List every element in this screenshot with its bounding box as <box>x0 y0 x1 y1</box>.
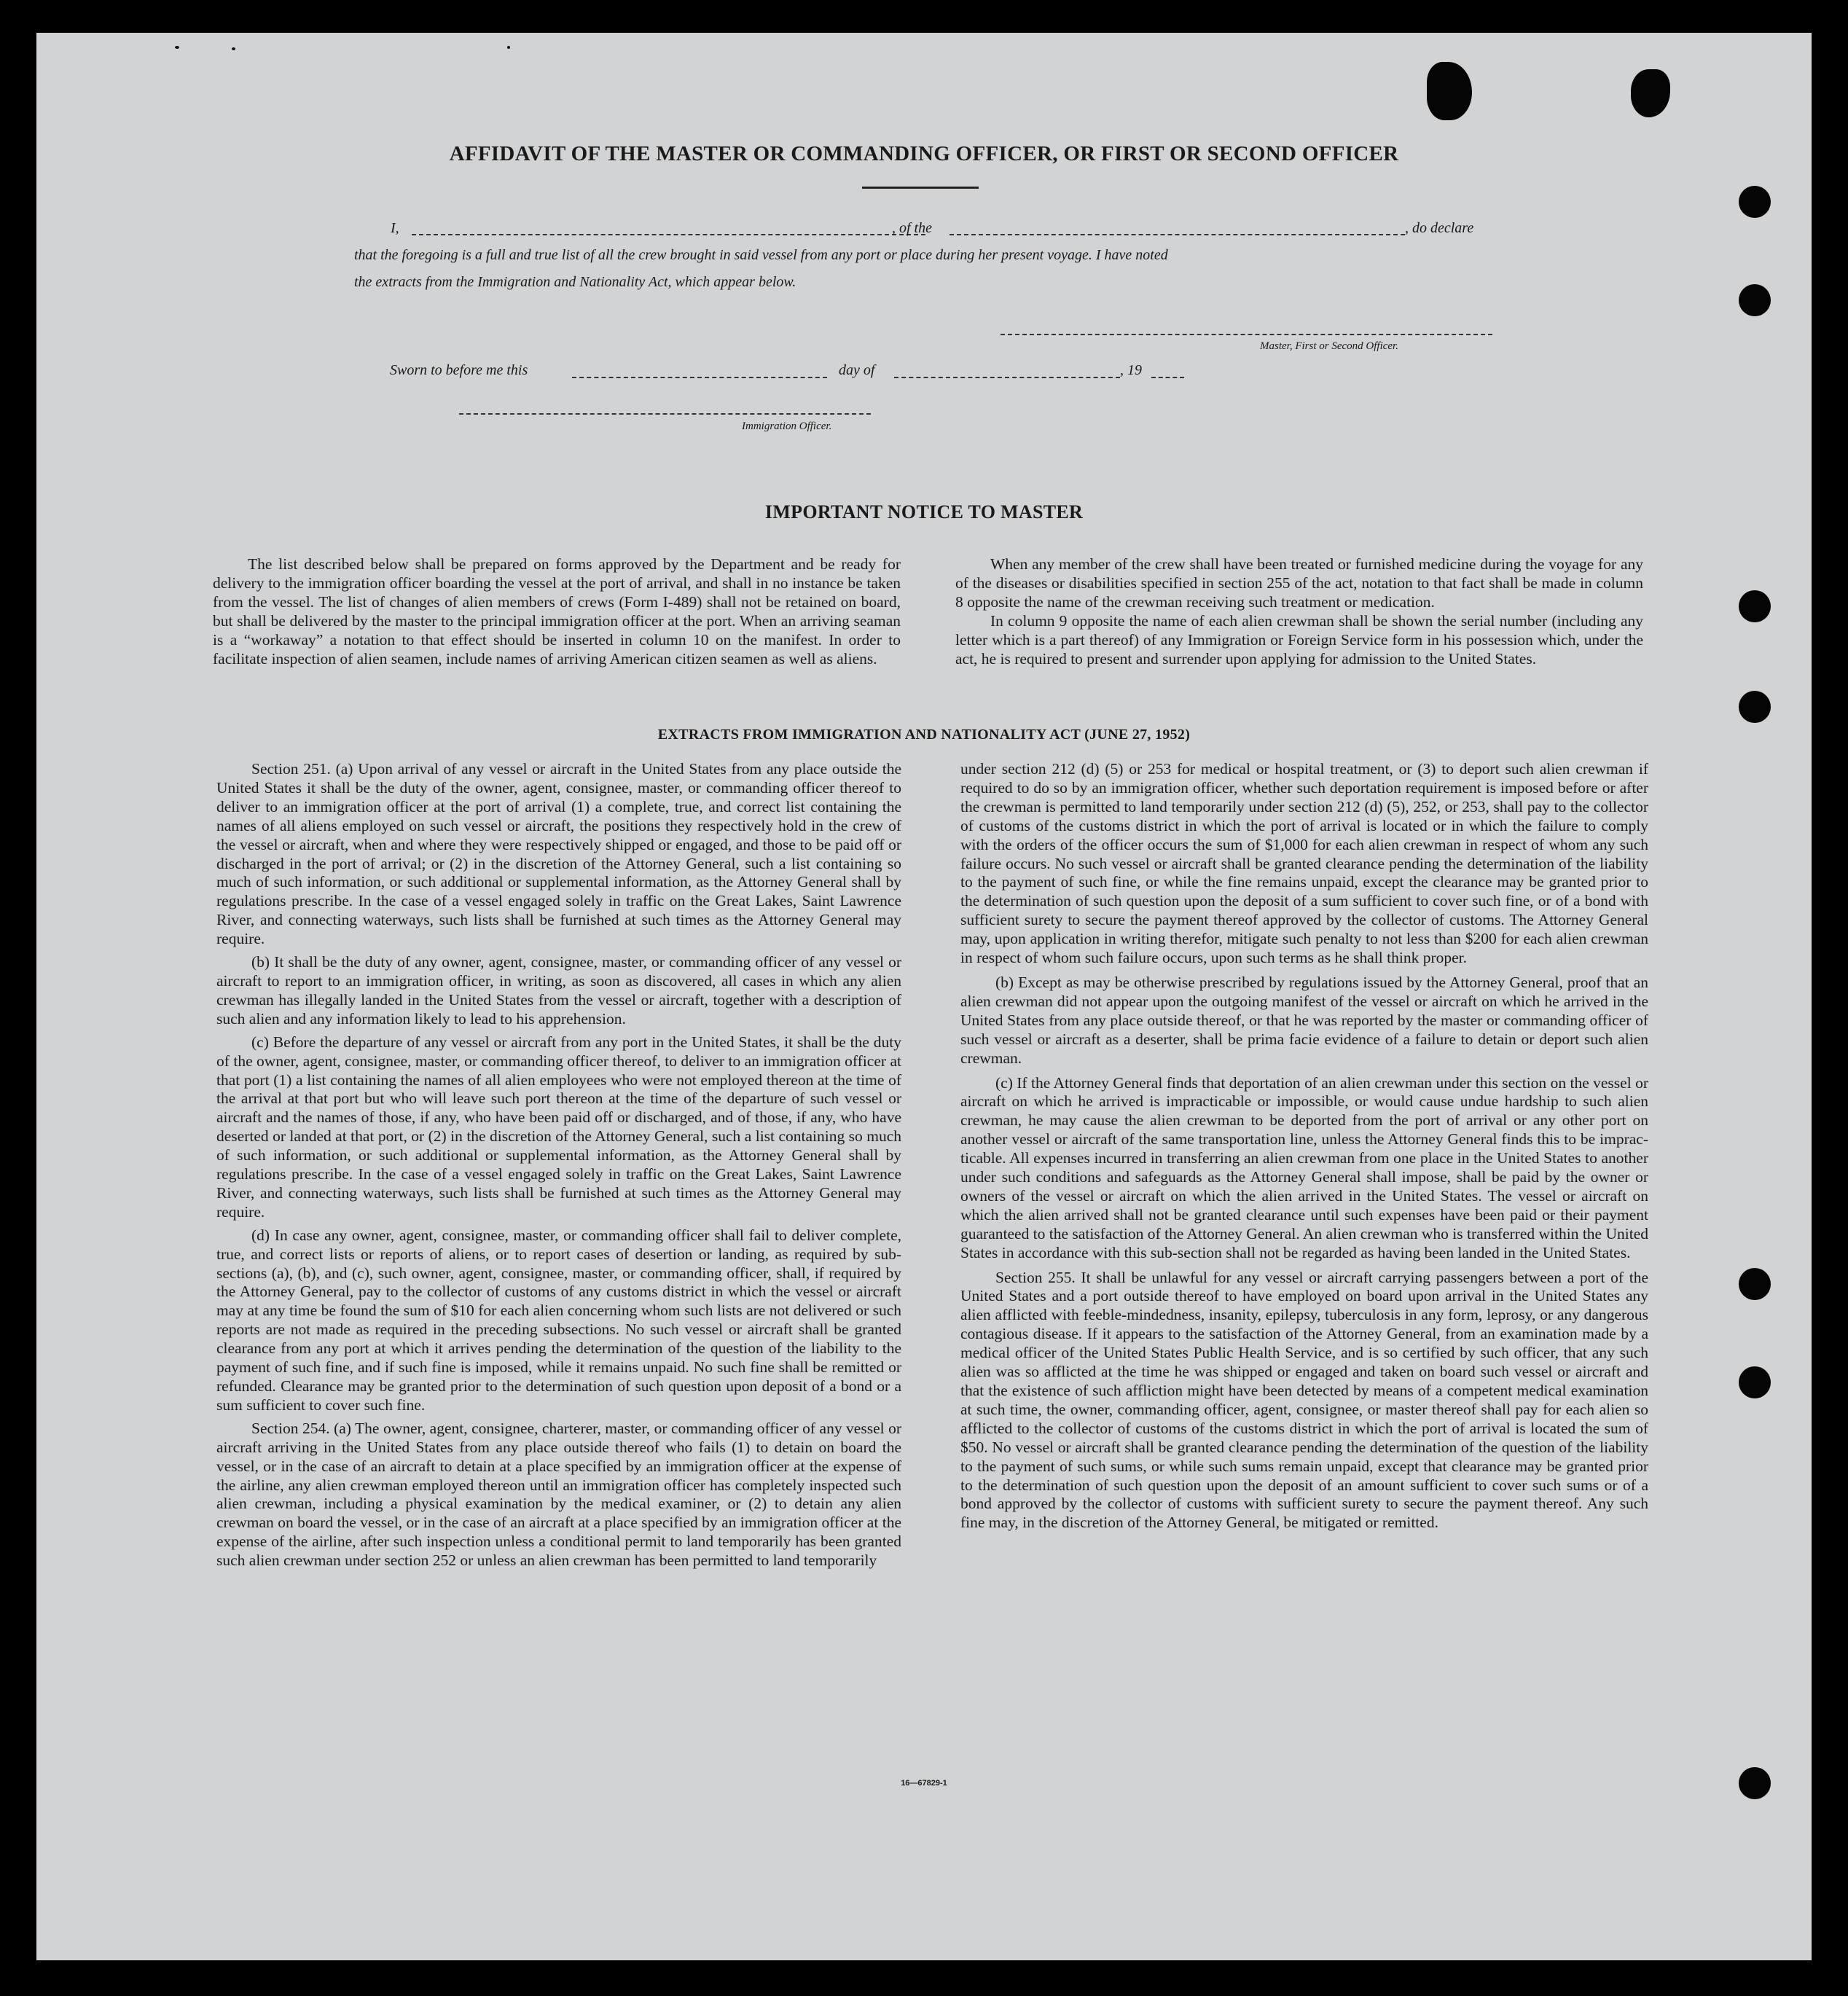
extract-paragraph: (c) Before the departure of any vessel or aircraft from any port in the United States, it shall be the duty of the owner, agent, consignee, master, or commanding officer thereof, to deliver to an immigration officer at that port (1) a list containing the names of all alien employees who were not employed thereon at the time of the arrival at that port but who will leave such port thereon at the time of the departure of such vessel or aircraft and the names of those, if any, who have been paid off or discharged, and of those, if any, who have deserted or landed at that port, or (2) in the discretion of the Attorney General, such a list containing so much of such information, or such additional or supplemental information, as the Attorney General shall by regulations prescribe. In the case of a vessel engaged solely in traffic on the Great Lakes, Saint Lawrence River, and connecting waterways, such lists shall be furnished at such times as the Attorney General may require. <box>216 1033 901 1221</box>
affidavit-do-declare: , do declare <box>1405 220 1474 236</box>
form-number: 16—67829-1 <box>901 1779 947 1788</box>
extract-paragraph: (c) If the Attorney General finds that deportation of an alien crewman under this section on the vessel or aircraft on which he arrived is impracticable or impossible, or would cause undue hardship to such alien crewman, he may cause the alien crewman to be deported from the port of arrival or any other port on another vessel or aircraft of the same transportation line, unless the Attorney General finds this to be impracticable. All expenses incurred in transferring an alien crewman from one place in the United States to another under such conditions and safeguards as the Attorney General shall impose, shall be paid by the owner or owners of the vessel or aircraft on which the alien arrived in the United States. The vessel or aircraft on which the alien arrived shall not be granted clearance until such expenses have been paid or their payment guaranteed to the satisfaction of the Attorney General. An alien crewman who is transferred within the United States in accordance with this sub-section shall not be regarded as having been landed in the United States. <box>960 1073 1648 1261</box>
extracts-title: EXTRACTS FROM IMMIGRATION AND NATIONALITY ACT (JUNE 27, 1952) <box>657 727 1191 743</box>
extracts-right-column <box>960 760 1648 1538</box>
affidavit-of-the: , of the <box>892 220 932 236</box>
notice-left-column <box>213 555 901 668</box>
punch-hole <box>1739 1268 1771 1300</box>
ink-speck <box>507 46 510 49</box>
notice-paragraph: When any member of the crew shall have been treated or furnished medicine during the voyage for any of the diseases or disabilities specified in section 255 of the act, notation to that fact shall be made in column 8 opposite the name of the crewman receiving such treatment or medication. <box>955 555 1643 611</box>
punch-hole <box>1739 186 1771 218</box>
affidavit-text-line2: that the foregoing is a full and true list of all the crew brought in said vessel from any port or place during her present voyage. I have noted <box>354 247 1168 263</box>
name-field[interactable] <box>412 234 925 235</box>
ink-speck <box>232 47 235 50</box>
notice-paragraph: The list described below shall be prepared on forms approved by the Department and be ready for delivery to the immigration officer boarding the vessel at the port of arrival, and shall in no instance be taken from the vessel. The list of changes of alien members of crews (Form I-489) shall not be retained on board, but shall be delivered by the master to the principal immigration officer at the port. When an arriving seaman is a “workaway” a notation to that effect should be inserted in column 10 on the manifest. In order to facilitate inspection of alien seamen, include names of arriving American citizen seamen as well as aliens. <box>213 555 901 668</box>
punch-hole <box>1739 284 1771 316</box>
sworn-label: Sworn to before me this <box>390 362 528 378</box>
master-caption: Master, First or Second Officer. <box>1260 340 1398 352</box>
year-field[interactable] <box>1151 377 1184 378</box>
month-field[interactable] <box>894 377 1120 378</box>
extract-paragraph: Section 251. (a) Upon arrival of any vessel or aircraft in the United States from any place outside the United States it shall be the duty of the owner, agent, consignee, master, or commanding officer thereof to deliver to an immigration officer at the port of arrival (1) a complete, true, and correct list containing the names of all aliens employed on such vessel or aircraft, the positions they respectively hold in the crew of the vessel or aircraft, when and where they were respectively shipped or engaged, and those to be paid off or discharged in the port of arrival; or (2) in the discretion of the Attorney General, such a list containing so much of such information, or such additional or supplemental information, as the Attorney General shall by regulations prescribe. In the case of a vessel engaged solely in traffic on the Great Lakes, Saint Lawrence River, and connecting waterways, such lists shall be furnished at such times as the Attorney General may require. <box>216 760 901 948</box>
notice-title: IMPORTANT NOTICE TO MASTER <box>764 501 1084 523</box>
torn-corner <box>1631 69 1670 117</box>
punch-hole <box>1739 1366 1771 1398</box>
year-label: , 19 <box>1120 362 1142 378</box>
title-rule <box>862 187 979 189</box>
notice-right-column <box>955 555 1643 668</box>
punch-hole <box>1739 590 1771 622</box>
punch-hole <box>1739 691 1771 723</box>
document-page <box>36 33 1812 1960</box>
extract-paragraph: (b) It shall be the duty of any owner, agent, consignee, master, or commanding officer of any vessel or aircraft to report to an immigration officer, in writing, as soon as discovered, all cases in which any alien crewman has illegally landed in the United States from the vessel or aircraft, together with a description of such alien and any information likely to lead to his apprehension. <box>216 953 901 1028</box>
extract-paragraph: (b) Except as may be otherwise prescribed by regulations issued by the Attorney General, proof that an alien crewman did not appear upon the outgoing manifest of the vessel or aircraft on which he arrived in the United States from any place outside thereof, or that he was reported by the master or commanding officer of such vessel or aircraft as a deserter, shall be prima facie evidence of a failure to detain or deport such alien crewman. <box>960 973 1648 1067</box>
extract-paragraph: (d) In case any owner, agent, consignee, master, or commanding officer shall fail to deliver complete, true, and correct lists or reports of aliens, or to report cases of desertion or landing, as required by sub-sections (a), (b), and (c), such owner, agent, consignee, master, or commanding officer, shall, if required by the Attorney General, pay to the collector of customs of any customs district in which the vessel or aircraft may at any time be found the sum of $10 for each alien concerning whom such lists are not delivered or such reports are not made as required in the preceding subsections. No such vessel or aircraft shall be granted clearance from any port at which it arrives pending the determination of the question of the liability to the payment of such fine, and if such fine is imposed, while it remains unpaid. No such fine shall be remitted or refunded. Clearance may be granted prior to the determination of such question upon deposit of a bond or a sum sufficient to cover such fine. <box>216 1226 901 1414</box>
extract-paragraph: Section 255. It shall be unlawful for any vessel or aircraft carrying passengers between a port of the United States and a port outside thereof to have employed on board upon arrival in the United States any alien afflicted with feeble-mindedness, insanity, epilepsy, tuberculosis in any form, leprosy, or any dangerous contagious disease. If it appears to the satisfaction of the Attorney General, from an examination made by a medical officer of the United States Public Health Service, and is so certified by such officer, that any such alien was so afflicted at the time he was shipped or engaged and taken on board such vessel or aircraft and that the existence of such affliction might have been detected by means of a competent medical examination at such time, the owner, commanding officer, agent, consignee, or master thereof shall pay for each alien so afflicted to the collector of customs of the customs district in which the port of arrival is located the sum of $50. No vessel or aircraft shall be granted clearance pending the determination of the question of the liability to the payment of such sums, or while such sums remain unpaid, except that clearance may be granted prior to the determination of such question upon the deposit of an amount sufficient to cover such sums or of a bond approved by the collector of customs with sufficient surety to secure the payment thereof. Any such fine may, in the discretion of the Attorney General, be mitigated or remitted. <box>960 1268 1648 1532</box>
master-signature-field[interactable] <box>1001 334 1492 335</box>
notice-paragraph: In column 9 opposite the name of each alien crewman shall be shown the serial number (including any letter which is a part thereof) of any Immigration or Foreign Service form in his possession which, under the act, he is required to present and surrender upon applying for admission to the United States. <box>955 611 1643 668</box>
vessel-field[interactable] <box>950 234 1405 235</box>
affidavit-title: AFFIDAVIT OF THE MASTER OR COMMANDING OFFICER, OR FIRST OR SECOND OFFICER <box>449 142 1399 165</box>
ink-speck <box>175 46 179 49</box>
officer-caption: Immigration Officer. <box>742 420 832 432</box>
extract-paragraph: Section 254. (a) The owner, agent, consignee, charterer, master, or commanding officer of any vessel or aircraft arriving in the United States from any place outside thereof who fails (1) to detain on board the vessel, or in the case of an aircraft to detain at a place specified by an immigration officer at the expense of the airline, any alien crewman employed thereon until an immigration officer has completely inspected such alien crewman, including a physical examination by the medical examiner, or (2) to detain any alien crewman on board the vessel, or in the case of an aircraft at a place specified by an immigration officer at the expense of the airline, after such inspection unless a conditional permit to land temporarily has been granted such alien crewman under section 252 or unless an alien crewman has been permitted to land temporarily <box>216 1419 901 1570</box>
extracts-left-column <box>216 760 901 1575</box>
extract-paragraph: under section 212 (d) (5) or 253 for medical or hospital treatment, or (3) to deport such alien crewman if required to do so by an immigration officer, whether such deportation requirement is imposed before or after the crewman is permitted to land temporarily under section 212 (d) (5), 252, or 253, shall pay to the collector of customs of the customs district in which the port of arrival is located or in which the failure to comply with the orders of the officer occurs the sum of $1,000 for each alien crewman in respect of whom any such failure occurs. No such vessel or aircraft shall be granted clearance pending the determination of the liability to the payment of such fine, or while the fine remains unpaid, except the clearance may be granted prior to the determination of such question upon the deposit of a sum sufficient to cover such fine, or of a bond with sufficient surety to secure the payment thereof approved by the collector of customs. The Attorney General may, upon application in writing therefor, mitigate such penalty to not less than $200 for each alien crewman in respect of whom such failure occurs, upon such terms as he shall think proper. <box>960 760 1648 967</box>
officer-signature-field[interactable] <box>459 413 871 415</box>
torn-corner <box>1427 62 1472 120</box>
day-of-label: day of <box>839 362 875 378</box>
sworn-date-field[interactable] <box>572 377 827 378</box>
affidavit-i: I, <box>391 220 399 236</box>
affidavit-text-line3: the extracts from the Immigration and Nationality Act, which appear below. <box>354 274 796 290</box>
